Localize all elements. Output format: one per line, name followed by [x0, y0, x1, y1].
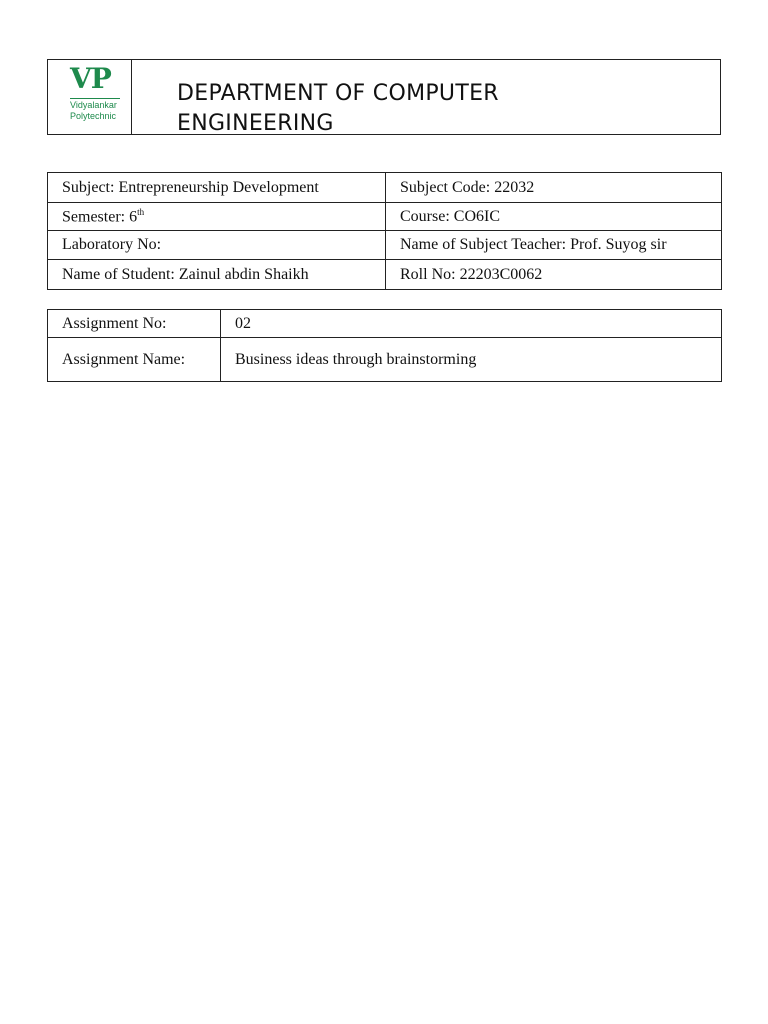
table-row — [48, 203, 722, 231]
logo-divider — [70, 98, 120, 99]
table-row — [48, 338, 722, 382]
subject-cell: Subject: Entrepreneurship Development — [48, 173, 386, 203]
assignment-table — [47, 309, 722, 382]
semester-cell — [48, 203, 386, 231]
course-cell: Course: CO6IC — [386, 203, 722, 231]
table-row — [48, 310, 722, 338]
department-title-line2: ENGINEERING — [177, 111, 334, 136]
logo-text — [70, 100, 117, 122]
department-title-line1: DEPARTMENT OF COMPUTER — [177, 81, 499, 106]
assignment-no-value: 02 — [221, 310, 722, 338]
header-box — [47, 59, 721, 135]
subject-code-cell: Subject Code: 22032 — [386, 173, 722, 203]
info-table — [47, 172, 722, 290]
table-row — [48, 260, 722, 290]
institute-logo — [48, 60, 132, 134]
assignment-no-label: Assignment No: — [48, 310, 221, 338]
student-cell: Name of Student: Zainul abdin Shaikh — [48, 260, 386, 290]
table-row — [48, 231, 722, 260]
assignment-name-label: Assignment Name: — [48, 338, 221, 382]
semester-label: Semester: 6 — [62, 208, 138, 226]
lab-no-cell: Laboratory No: — [48, 231, 386, 260]
department-title — [177, 79, 499, 139]
logo-line2: Polytechnic — [70, 111, 117, 121]
roll-no-cell: Roll No: 22203C0062 — [386, 260, 722, 290]
teacher-cell: Name of Subject Teacher: Prof. Suyog sir — [386, 231, 722, 260]
semester-sup: th — [137, 206, 145, 217]
logo-mark: VP — [70, 62, 111, 95]
assignment-name-value: Business ideas through brainstorming — [221, 338, 722, 382]
logo-line1: Vidyalankar — [70, 100, 117, 110]
table-row — [48, 173, 722, 203]
